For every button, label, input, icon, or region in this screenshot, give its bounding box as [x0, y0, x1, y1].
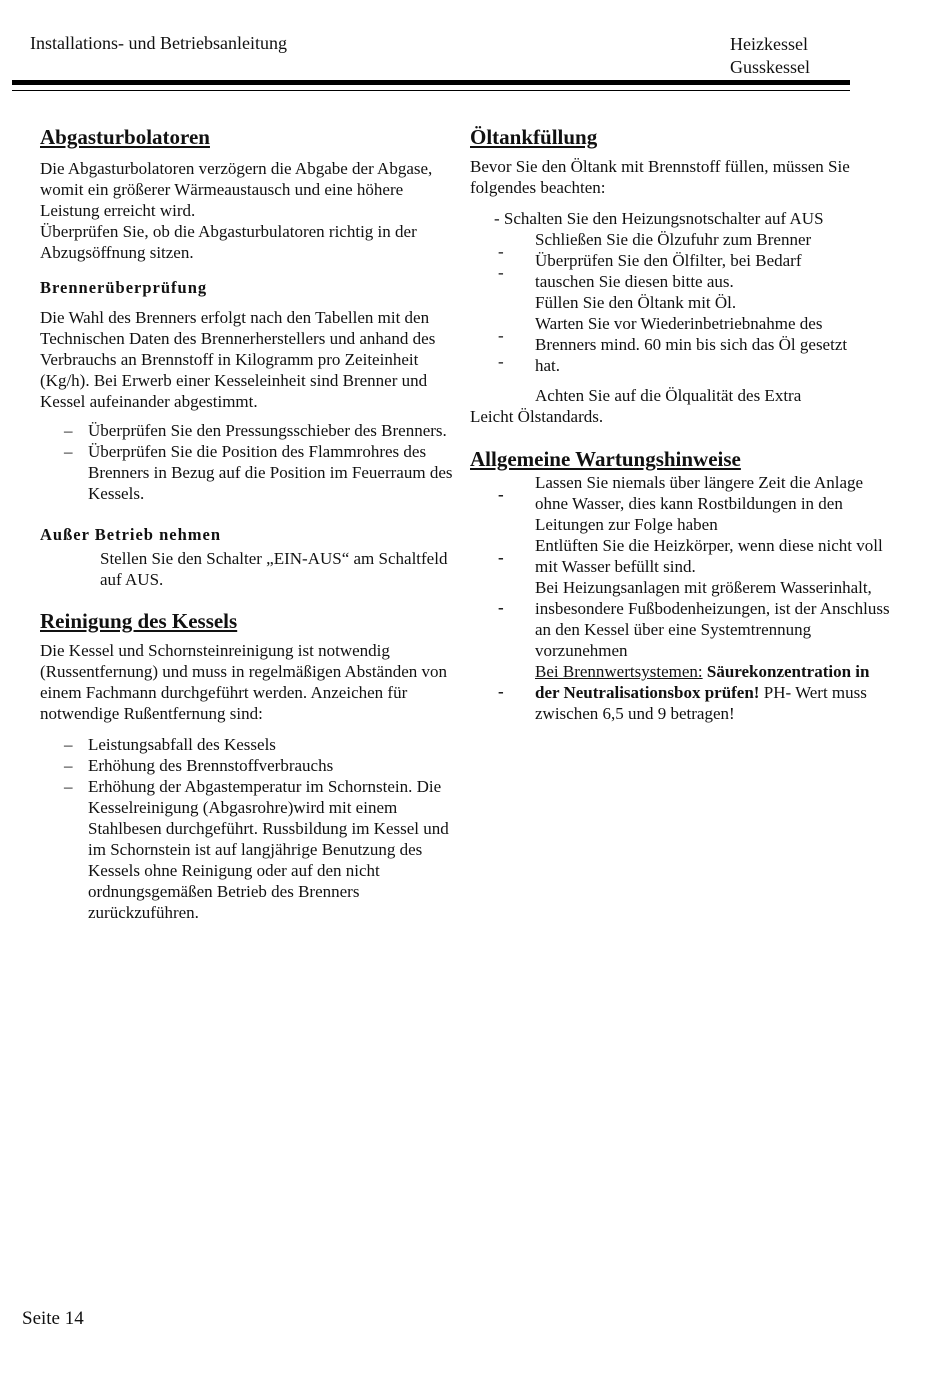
list-item [40, 441, 460, 504]
dash-bullet: - [498, 352, 504, 371]
list-item [40, 420, 460, 441]
list-item-text: Leistungsabfall des Kessels [88, 735, 276, 754]
dash-bullet: - [498, 682, 504, 701]
header-product [730, 33, 810, 79]
dash-bullet: - [498, 263, 504, 282]
oel-first-item: - Schalten Sie den Heizungsnotschalter auf AUS [494, 209, 824, 228]
dash-bullet: - [498, 242, 504, 261]
oel-line: Füllen Sie den Öltank mit Öl. [535, 293, 737, 312]
dash-bullet: - [498, 548, 504, 567]
brenner-list [40, 420, 460, 504]
dash-bullet: - [498, 598, 504, 617]
list-item-text: Erhöhung des Brennstoffverbrauchs [88, 756, 334, 775]
dash-bullet: - [498, 485, 504, 504]
list-item [470, 472, 890, 535]
oel-line: tauschen Sie diesen bitte aus. [535, 272, 734, 291]
dash-bullet: – [64, 735, 73, 754]
list-item [470, 535, 890, 577]
list-item [470, 661, 890, 724]
dash-bullet: – [64, 777, 73, 796]
dash-bullet: - [498, 326, 504, 345]
list-item-text: Überprüfen Sie die Position des Flammrohres des Brenners in Bezug auf die Position im Feuerraum des Kessels. [88, 442, 453, 503]
ph-text: PH- Wert muss zwischen 6,5 und 9 betragen! [535, 683, 867, 723]
oel-line: Überprüfen Sie den Ölfilter, bei Bedarf [535, 251, 802, 270]
list-item-text: Erhöhung der Abgastemperatur im Schornstein. Die Kesselreinigung (Abgasrohre)wird mit einem Stahlbesen durchgeführt. Russbildung im Kessel und im Schornstein ist auf langjährige Benutzung des Kessels ohne Reinigung oder auf den nicht ordnungsgemäßen Betrieb des Brenners zurückzuführen. [88, 777, 449, 922]
right-column [470, 124, 890, 724]
list-item-text [470, 661, 890, 724]
list-item-text: Bei Heizungsanlagen mit größerem Wasserinhalt, insbesondere Fußbodenheizungen, ist der Anschluss an den Kessel über eine Systemtrennung vorzunehmen [535, 578, 890, 660]
ausser-paragraph: Stellen Sie den Schalter „EIN-AUS“ am Schaltfeld auf AUS. [100, 549, 448, 589]
header-product-line2: Gusskessel [730, 57, 810, 77]
list-item [40, 755, 460, 776]
reinigung-heading: Reinigung des Kessels [40, 609, 238, 633]
list-item [40, 734, 460, 755]
header-document-title: Installations- und Betriebsanleitung [30, 33, 287, 53]
oel-heading: Öltankfüllung [470, 125, 598, 149]
oel-line: Schließen Sie die Ölzufuhr zum Brenner [535, 230, 812, 249]
list-item-text: Überprüfen Sie den Pressungsschieber des Brenners. [88, 421, 447, 440]
page-number: Seite 14 [22, 1308, 84, 1329]
list-item-text: Lassen Sie niemals über längere Zeit die Anlage ohne Wasser, dies kann Rostbildungen in den Leitungen zur Folge haben [535, 473, 864, 534]
left-column [40, 124, 460, 923]
dash-bullet: – [64, 421, 73, 440]
ausser-heading: Außer Betrieb nehmen [40, 525, 222, 544]
abgas-paragraph-1: Die Abgasturbolatoren verzögern die Abgabe der Abgase, womit ein größerer Wärmeaustausch und eine höhere Leistung erreicht wird. [40, 159, 433, 220]
dash-bullet: – [64, 756, 73, 775]
oel-note-line1: Achten Sie auf die Ölqualität des Extra [535, 386, 802, 405]
list-item-text: Entlüften Sie die Heizkörper, wenn diese nicht voll mit Wasser befüllt sind. [535, 536, 883, 576]
dash-bullet: – [64, 442, 73, 461]
reinigung-list [40, 734, 460, 923]
wartung-heading: Allgemeine Wartungshinweise [470, 447, 741, 471]
list-item [40, 776, 460, 923]
brennwert-label: Bei Brennwertsystemen: [535, 662, 703, 681]
header-rule-thin [12, 90, 850, 91]
oel-line: hat. [535, 356, 561, 375]
oel-paragraph: Bevor Sie den Öltank mit Brennstoff füllen, müssen Sie folgendes beachten: [470, 157, 850, 197]
saeure-warning: Säurekonzentration in der Neutralisationsbox prüfen! [535, 662, 870, 702]
oel-line: Brenners mind. 60 min bis sich das Öl gesetzt [535, 335, 848, 354]
oel-line: Warten Sie vor Wiederinbetriebnahme des [535, 314, 823, 333]
header-rule-thick [12, 80, 850, 85]
brenner-paragraph: Die Wahl des Brenners erfolgt nach den Tabellen mit den Technischen Daten des Brennerherstellers und anhand des Verbrauchs an Brennstoff in Kilogramm pro Zeiteinheit (Kg/h). Bei Erwerb einer Kesseleinheit sind Brenner und Kessel aufeinander abgestimmt. [40, 308, 436, 411]
brenner-heading: Brennerüberprüfung [40, 278, 208, 297]
wartung-list [470, 472, 890, 724]
header-product-line1: Heizkessel [730, 34, 808, 54]
list-item [470, 577, 890, 661]
oel-note-line2: Leicht Ölstandards. [470, 407, 604, 426]
abgas-heading: Abgasturbolatoren [40, 125, 210, 149]
oel-list [470, 229, 890, 376]
abgas-paragraph-2: Überprüfen Sie, ob die Abgasturbulatoren richtig in der Abzugsöffnung sitzen. [40, 222, 417, 262]
reinigung-paragraph: Die Kessel und Schornsteinreinigung ist notwendig (Russentfernung) und muss in regelmäßigen Abständen von einem Fachmann durchgeführt werden. Anzeichen für notwendige Rußentfernung sind: [40, 641, 447, 723]
